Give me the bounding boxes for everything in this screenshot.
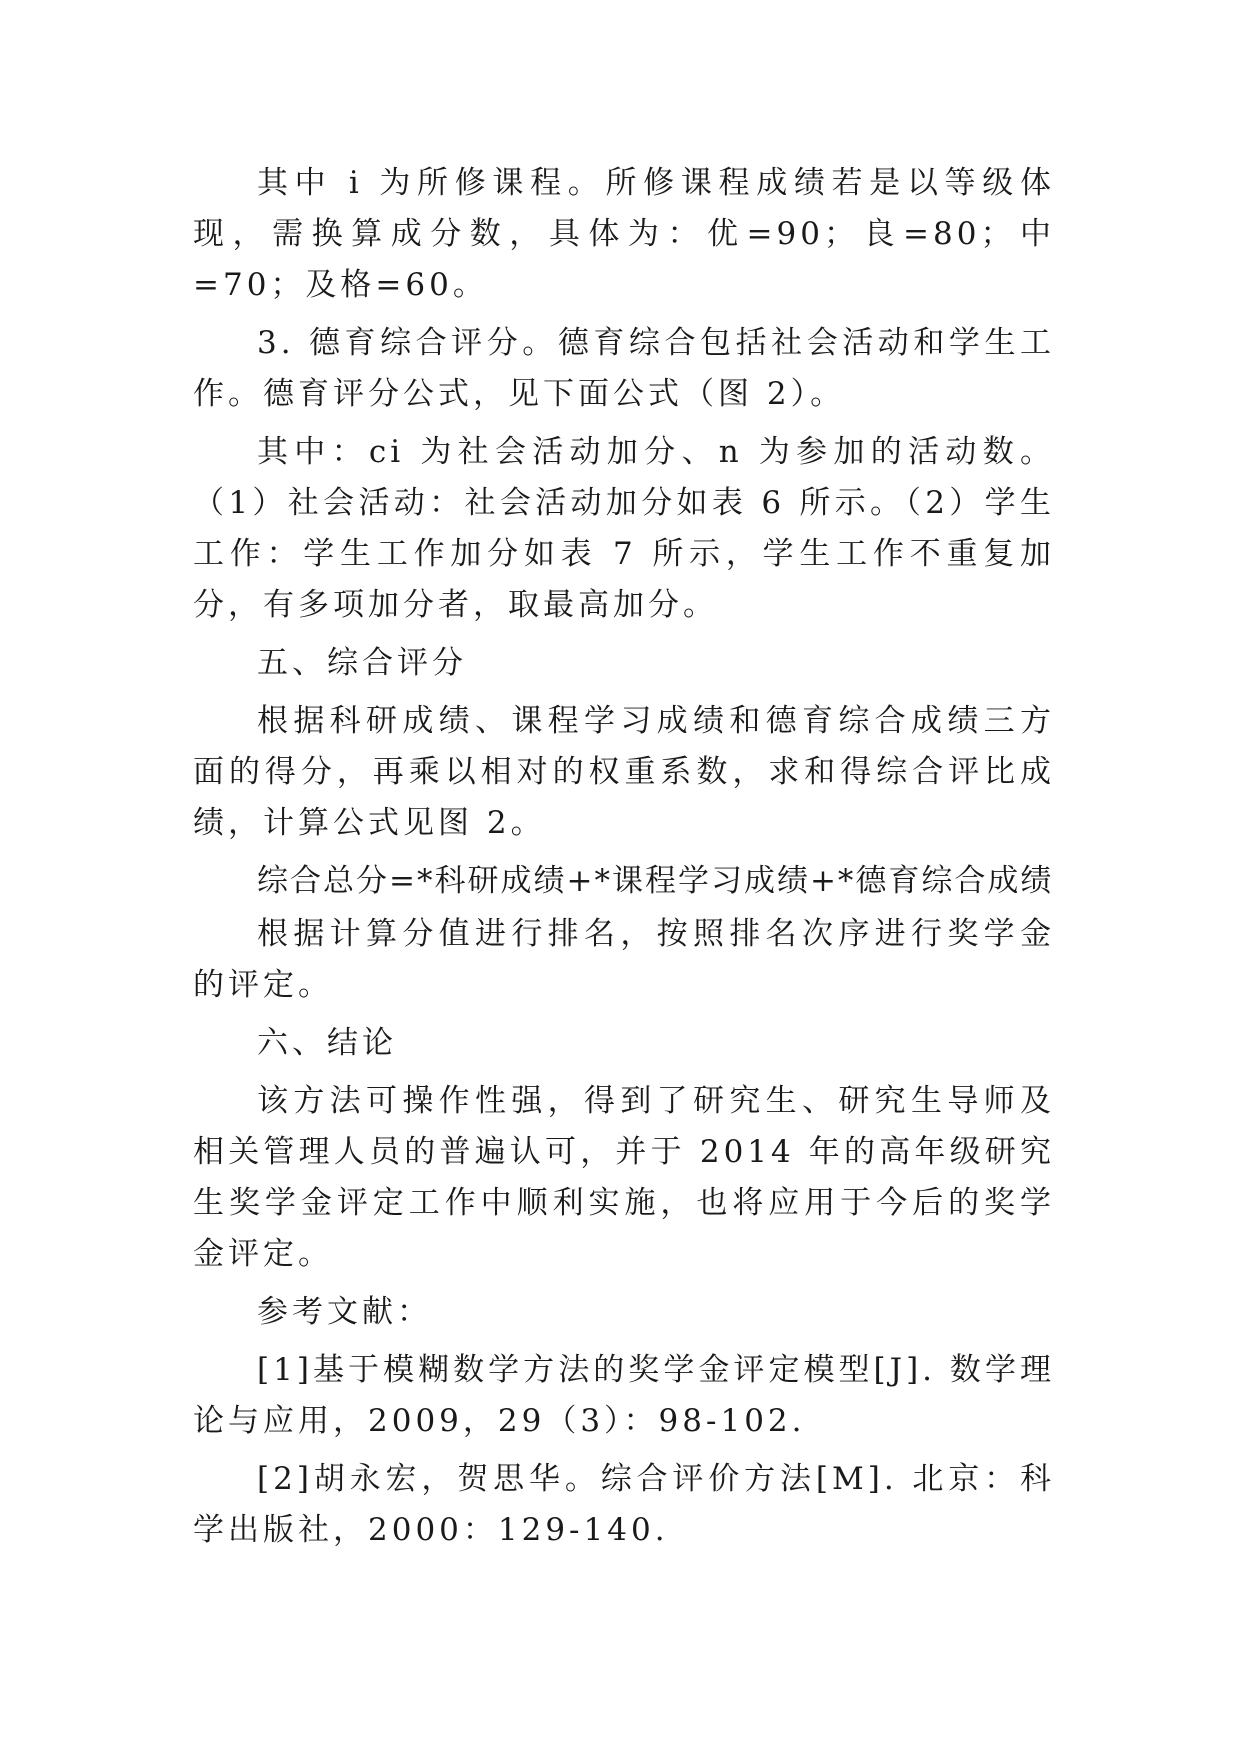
reference-item-1: [1]基于模糊数学方法的奖学金评定模型[J]. 数学理论与应用，2009，29（3）：98-102. xyxy=(193,1352,1055,1439)
paragraph-comprehensive-score-method: 根据科研成绩、课程学习成绩和德育综合成绩三方面的得分，再乘以相对的权重系数，求和得综合评比成绩，计算公式见图 2。 xyxy=(193,703,1055,841)
paragraph-social-activity-student-work: 其中：ci 为社会活动加分、n 为参加的活动数。（1）社会活动：社会活动加分如表 6 所示。（2）学生工作：学生工作加分如表 7 所示，学生工作不重复加分，有多项加分者，取最高加分。 xyxy=(193,434,1055,623)
document-body xyxy=(193,158,1055,1563)
section-heading-conclusion: 六、结论 xyxy=(257,1025,397,1061)
paragraph-ranking: 根据计算分值进行排名，按照排名次序进行奖学金的评定。 xyxy=(193,916,1055,1003)
paragraph-course-grade-conversion: 其中 i 为所修课程。所修课程成绩若是以等级体现，需换算成分数，具体为：优=90；良=80；中=70；及格=60。 xyxy=(193,165,1055,303)
paragraph-conclusion: 该方法可操作性强，得到了研究生、研究生导师及相关管理人员的普遍认可，并于 2014 年的高年级研究生奖学金评定工作中顺利实施，也将应用于今后的奖学金评定。 xyxy=(193,1083,1055,1272)
reference-item-2: [2]胡永宏，贺思华。综合评价方法[M]. 北京：科学出版社，2000：129-140. xyxy=(193,1461,1055,1548)
section-heading-comprehensive-score: 五、综合评分 xyxy=(257,645,467,681)
references-heading: 参考文献： xyxy=(257,1294,432,1330)
paragraph-moral-education-score: 3. 德育综合评分。德育综合包括社会活动和学生工作。德育评分公式，见下面公式（图 2）。 xyxy=(193,325,1055,412)
paragraph-total-score-formula: 综合总分=*科研成绩+*课程学习成绩+*德育综合成绩 xyxy=(257,863,1054,899)
